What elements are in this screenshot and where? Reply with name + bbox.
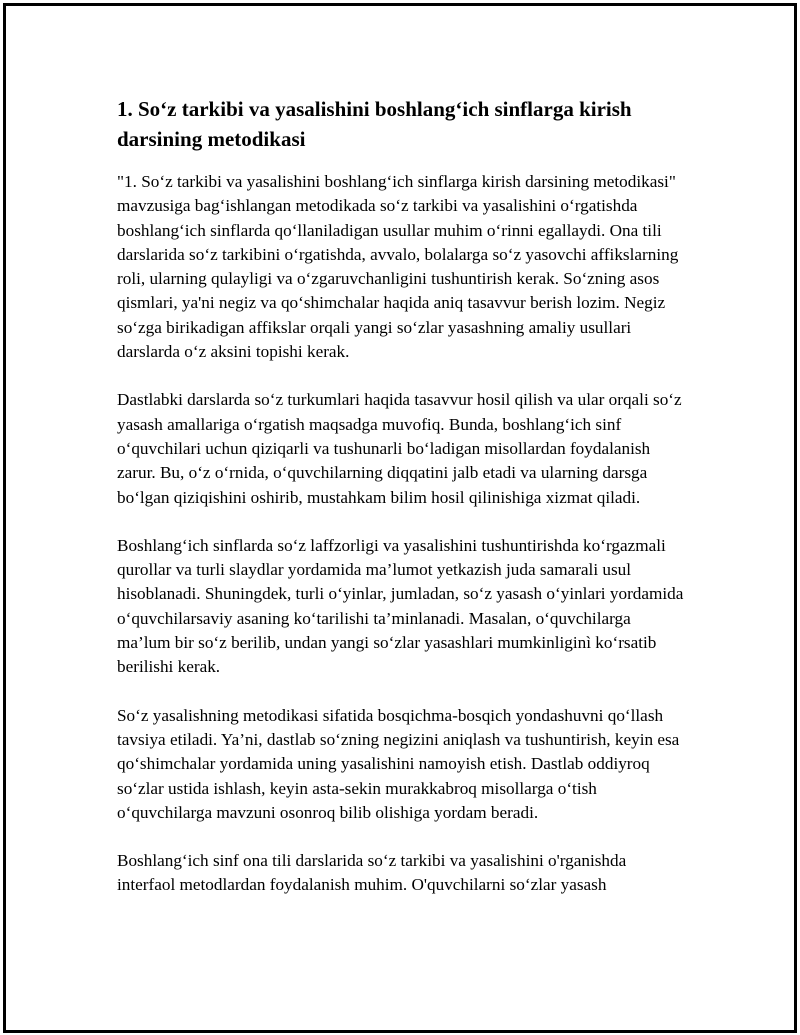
paragraph: Dastlabki darslarda so‘z turkumlari haqida tasavvur hosil qilish va ular orqali so‘z yasash amallariga o‘rgatish maqsadga muvofiq. Bunda, boshlang‘ich sinf o‘quvchilari uchun qiziqarli va tushunarli bo‘ladigan misollardan foydalanish zarur. Bu, o‘z o‘rnida, o‘quvchilarning diqqatini jalb etadi va ularning darsga bo‘lgan qiziqishini oshirib, mustahkam bilim hosil qilinishiga xizmat qiladi. [117, 390, 682, 507]
paragraph: "1. So‘z tarkibi va yasalishini boshlang‘ich sinflarga kirish darsining metodikasi" mavzusiga bag‘ishlangan metodikada so‘z tarkibi va yasalishini o‘rgatishda boshlang‘ich sinflarda qo‘llaniladigan usullar muhim o‘rinni egallaydi. Ona tili darslarida so‘z tarkibini o‘rgatishda, avvalo, bolalarga so‘z yasovchi affikslarning roli, ularning qulayligi va o‘zgaruvchanligini tushuntirish kerak. So‘zning asos qismlari, ya'ni negiz va qo‘shimchalar haqida aniq tasavvur berish lozim. Negiz so‘zga birikadigan affikslar orqali yangi so‘zlar yasashning amaliy usullari darslarda o‘z aksini topishi kerak. [117, 172, 679, 362]
document-body [117, 94, 687, 922]
paragraph: Boshlang‘ich sinf ona tili darslarida so‘z tarkibi va yasalishini o'rganishda interfaol metodlardan foydalanish muhim. O'quvchilarni so‘zlar yasash [117, 851, 627, 895]
paragraph: Boshlang‘ich sinflarda so‘z laffzorligi va yasalishini tushuntirishda ko‘rgazmali qurollar va turli slaydlar yordamida ma’lumot yetkazish juda samarali usul hisoblanadi. Shuningdek, turli o‘yinlar, jumladan, so‘z yasash o‘yinlari yordamida o‘quvchilarsaviy asaning ko‘tarilishi ta’minlanadi. Masalan, o‘quvchilarga ma’lum bir so‘z berilib, undan yangi so‘zlar yasashlari mumkinliginì ko‘rsatib berilishi kerak. [117, 535, 684, 677]
paragraph: So‘z yasalishning metodikasi sifatida bosqichma-bosqich yondashuvni qo‘llash tavsiya etiladi. Ya’ni, dastlab so‘zning negizini aniqlash va tushuntirish, keyin esa qo‘shimchalar yordamida uning yasalishini namoyish etish. Dastlab oddiyroq so‘zlar ustida ishlash, keyin asta-sekin murakkabroq misollarga o‘tish o‘quvchilarga mavzuni osonroq bilib olishiga yordam beradi. [117, 705, 680, 822]
document-title: 1. So‘z tarkibi va yasalishini boshlang‘ich sinflarga kirish darsining metodikasi [117, 97, 632, 151]
